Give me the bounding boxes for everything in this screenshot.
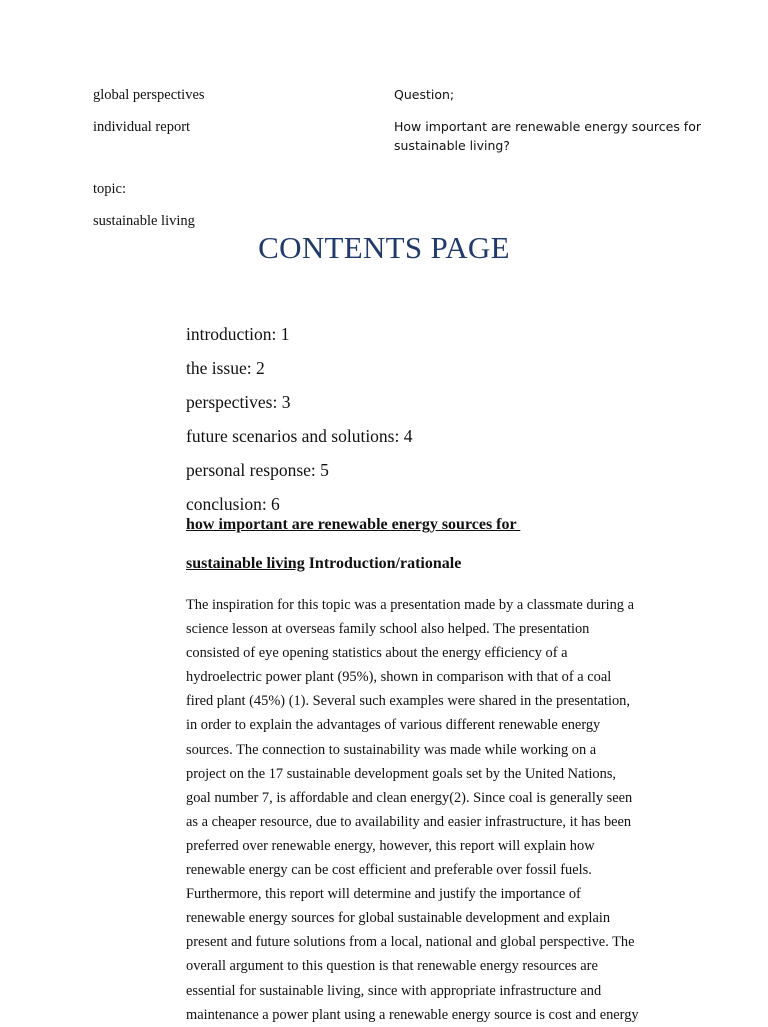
contents-title: CONTENTS PAGE — [258, 230, 510, 265]
report-title-topic: sustainable living — [186, 555, 305, 572]
paragraph-line: essential for sustainable living, since with appropriate infrastructure and — [186, 982, 602, 999]
paragraph-line: maintenance a power plant using a renewable energy source is cost and energy — [186, 1006, 639, 1023]
question-line-1: How important are renewable energy sources for — [394, 119, 701, 134]
paragraph-line: The inspiration for this topic was a presentation made by a classmate during a — [186, 597, 634, 613]
paragraph-line: consisted of eye opening statistics about the energy efficiency of a — [186, 645, 568, 662]
report-type-label: individual report — [93, 119, 191, 135]
question-label: Question; — [394, 87, 455, 102]
paragraph-line: renewable energy sources for global sustainable development and explain — [186, 910, 611, 927]
toc-item-future-scenarios: future scenarios and solutions: 4 — [186, 426, 413, 446]
paragraph-line: Furthermore, this report will determine and justify the importance of — [186, 886, 581, 903]
topic-value: sustainable living — [93, 213, 195, 229]
report-title-line-2 — [186, 554, 461, 574]
paragraph-line: preferred over renewable energy, however, this report will explain how — [186, 837, 595, 854]
toc-item-personal-response: personal response: 5 — [186, 460, 329, 480]
topic-label: topic: — [93, 181, 127, 197]
report-title-section: Introduction/rationale — [304, 555, 462, 572]
paragraph-line: sources. The connection to sustainability was made while working on a — [186, 741, 597, 758]
paragraph-line: renewable energy can be cost efficient and preferable over fossil fuels. — [186, 862, 592, 879]
paragraph-line: goal number 7, is affordable and clean energy(2). Since coal is generally seen — [186, 789, 633, 806]
question-line-2: sustainable living? — [394, 138, 510, 153]
report-title-line-1: how important are renewable energy sources for — [186, 516, 521, 533]
paragraph-line: as a cheaper resource, due to availability and easier infrastructure, it has been — [186, 813, 632, 830]
toc-item-the-issue: the issue: 2 — [186, 358, 265, 378]
paragraph-line: present and future solutions from a local, national and global perspective. The — [186, 934, 635, 951]
toc-item-conclusion: conclusion: 6 — [186, 494, 280, 514]
paragraph-line: in order to explain the advantages of various different renewable energy — [186, 717, 601, 734]
paragraph-line: overall argument to this question is that renewable energy resources are — [186, 958, 598, 975]
course-label: global perspectives — [93, 87, 205, 103]
toc-item-perspectives: perspectives: 3 — [186, 392, 291, 412]
introduction-paragraph — [186, 593, 686, 1027]
paragraph-line: fired plant (45%) (1). Several such examples were shared in the presentation, — [186, 693, 630, 710]
paragraph-line: science lesson at overseas family school also helped. The presentation — [186, 621, 590, 638]
paragraph-line: hydroelectric power plant (95%), shown in comparison with that of a coal — [186, 669, 612, 686]
toc-item-introduction: introduction: 1 — [186, 324, 290, 344]
paragraph-line: project on the 17 sustainable development goals set by the United Nations, — [186, 765, 617, 782]
